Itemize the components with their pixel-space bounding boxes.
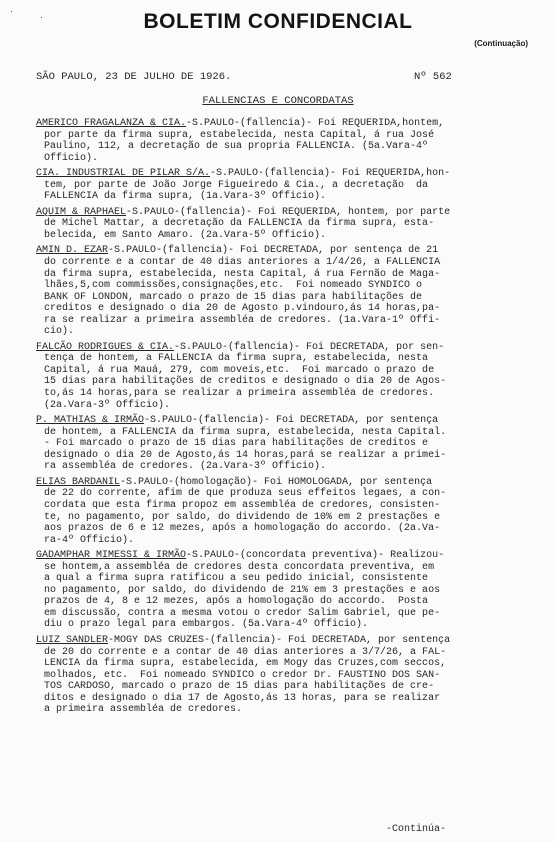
company-name: LUIZ SANDLER <box>36 634 109 646</box>
entry-text: BANK OF LONDON, marcado o prazo de 15 dias para habilitações de <box>44 291 423 303</box>
list-item <box>36 342 540 411</box>
entry-first-line <box>36 207 540 219</box>
dateline: SÃO PAULO, 23 DE JULHO DE 1926. <box>36 71 232 83</box>
entry-line <box>36 353 540 365</box>
entry-line <box>36 376 540 388</box>
company-name: ELIAS BARDANIL <box>36 476 121 488</box>
entry-text: molhados, etc. Foi nomeado SYNDICO o credor Dr. FAUSTINO DOS SAN- <box>44 669 441 681</box>
list-item <box>36 245 540 337</box>
entry-line <box>36 218 540 230</box>
entry-line <box>36 153 540 165</box>
entry-text: ra-4º Officio). <box>44 534 135 546</box>
entry-line <box>36 438 540 450</box>
entry-line <box>36 670 540 682</box>
entry-first-line <box>36 635 540 647</box>
entry-text: ra assembléa de credores. (2a.Vara-3º Officio). <box>44 461 327 473</box>
entry-text: de hontem, a FALLENCIA da firma supra, estabelecida, nesta Capital. <box>44 426 447 438</box>
entry-line <box>36 303 540 315</box>
entry-text: Officio). <box>44 152 99 164</box>
entry-line <box>36 488 540 500</box>
entry-text: cio). <box>44 326 75 338</box>
entry-first-line <box>36 118 540 130</box>
entry-text: a qual a firma supra ratificou a seu pedido inicial, consistente <box>44 573 429 585</box>
entry-text: da firma supra, estabelecida, nesta Capital, á rua Fernão de Maga- <box>44 268 441 280</box>
entry-line <box>36 292 540 304</box>
entry-line <box>36 130 540 142</box>
entry-line <box>36 257 540 269</box>
entry-line <box>36 461 540 473</box>
entry-text: (2a.Vara-3º Officio). <box>44 399 171 411</box>
section-heading: FALLENCIAS E CONCORDATAS <box>202 95 354 107</box>
continues-label: -Continúa- <box>386 824 447 835</box>
entry-line <box>36 141 540 153</box>
list-item <box>36 168 540 203</box>
page-title: BOLETIM CONFIDENCIAL <box>143 10 413 33</box>
entry-text: -S.PAULO-(fallencia)- Foi REQUERIDA,hontem, <box>186 118 445 129</box>
entry-text: creditos e designado o dia 20 de Agosto p.vindouro,ás 14 horas,pa- <box>44 303 441 315</box>
entry-line <box>36 280 540 292</box>
list-item <box>36 635 540 716</box>
entry-text: to,ás 14 horas,para se realizar a primeira assembléa de credores. <box>44 388 435 400</box>
company-name: GADAMPHAR MIMESSI & IRMÃO <box>36 550 187 562</box>
entry-line <box>36 450 540 462</box>
list-item <box>36 207 540 242</box>
entry-text: ditos e designado o dia 17 de Agosto,ás 13 horas, para se realizar <box>44 692 441 704</box>
entry-line <box>36 658 540 670</box>
entry-first-line <box>36 477 540 489</box>
entry-line <box>36 180 540 192</box>
entry-first-line <box>36 168 540 180</box>
entry-text: designado o dia 20 de Agosto,ás 14 horas,pará se realizar a primei- <box>44 449 447 461</box>
entry-line <box>36 191 540 203</box>
company-name: CIA. INDUSTRIAL DE PILAR S/A. <box>36 168 211 180</box>
entry-text: FALLENCIA da firma supra, (1a.Vara-3º Officio). <box>44 191 327 203</box>
entry-text: aos prazos de 6 e 12 mezes, após a homologação do accordo. (2a.Va- <box>44 523 441 535</box>
entry-line <box>36 573 540 585</box>
entries-list <box>36 118 540 720</box>
entry-text: prazos de 4, 8 e 12 mezes, após a homologação do accordo. Posta <box>44 596 429 608</box>
entry-text: lhães,5,com commissões,consignações,etc. Foi nomeado SYNDICO o <box>44 280 423 292</box>
entry-text: -S.PAULO-(fallencia)- Foi REQUERIDA,hon- <box>210 168 451 180</box>
continuation-label: (Continuação) <box>474 39 528 48</box>
entry-text: em discussão, contra a mesma votou o credor Salim Gabriel, que pe- <box>44 607 441 619</box>
company-name: AMERICO FRAGALANZA & CIA. <box>36 118 187 129</box>
entry-line <box>36 400 540 412</box>
entry-line <box>36 585 540 597</box>
entry-text: 15 dias para habilitações de creditos e designado o dia 20 de Agos- <box>44 376 447 388</box>
entry-line <box>36 326 540 338</box>
entry-text: cordata que esta firma propoz em assembléa de credores, consisten- <box>44 499 441 511</box>
entry-text: -S.PAULO-(fallencia)- Foi REQUERIDA, hontem, por parte <box>126 206 451 218</box>
entry-first-line <box>36 550 540 562</box>
entry-line <box>36 608 540 620</box>
entry-text: LENCIA da firma supra, estabelecida, em Mogy das Cruzes,com seccos, <box>44 658 447 670</box>
entry-text: Capital, á rua Mauá, 279, com moveis,etc. Foi marcado o prazo de <box>44 364 435 376</box>
entry-text: -S.PAULO-(fallencia)- Foi DECRETADA, por sentença de 21 <box>108 245 439 257</box>
entry-line <box>36 681 540 693</box>
company-name: P. MATHIAS & IRMÃO <box>36 415 145 427</box>
entry-first-line <box>36 245 540 257</box>
entry-line <box>36 562 540 574</box>
entry-line <box>36 365 540 377</box>
list-item <box>36 550 540 631</box>
entry-text: de 22 do corrente, afim de que produza seus effeitos legaes, a con- <box>44 488 447 500</box>
entry-text: -MOGY DAS CRUZES-(fallencia)- Foi DECRETADA, por sentença <box>108 634 451 646</box>
entry-line <box>36 388 540 400</box>
entry-text: belecida, em Santo Amaro. (2a.Vara-5º Officio). <box>44 229 327 241</box>
entry-text: ra se realizar a primeira assembléa de credores. (1a.Vara-1º Offi- <box>44 314 441 326</box>
entry-line <box>36 230 540 242</box>
entry-text: por parte da firma supra, estabelecida, nesta Capital, á rua José <box>44 129 435 141</box>
entry-line <box>36 269 540 281</box>
entry-text: se hontem,a assembléa de credores desta concordata preventiva, em <box>44 561 435 573</box>
list-item <box>36 477 540 546</box>
entry-text: de 20 do corrente e a contar de 40 dias anteriores a 3/7/26, a FAL- <box>44 646 447 658</box>
entry-first-line <box>36 415 540 427</box>
list-item <box>36 415 540 473</box>
entry-line <box>36 619 540 631</box>
list-item <box>36 118 540 164</box>
entry-text: a primeira assembléa de credores. <box>44 704 243 716</box>
entry-line <box>36 704 540 716</box>
entry-text: TOS CARDOSO, marcado o prazo de 15 dias para habilitações de cre- <box>44 681 435 693</box>
entry-line <box>36 596 540 608</box>
entry-text: -S.PAULO-(homologação)- Foi HOMOLOGADA, por sentença <box>120 476 433 488</box>
entry-text: - Foi marcado o prazo de 15 dias para habilitações de creditos e <box>44 438 429 450</box>
entry-text: tença de hontem, a FALLENCIA da firma supra, estabelecida, nesta <box>44 353 429 365</box>
entry-text: -S.PAULO-(fallencia)- Foi DECRETADA, por sentença <box>144 415 439 427</box>
margin-mark: · <box>40 12 43 22</box>
company-name: AMIN D. EZAR <box>36 245 109 257</box>
entry-line <box>36 535 540 547</box>
company-name: FALCÃO RODRIGUES & CIA. <box>36 341 175 353</box>
entry-line <box>36 427 540 439</box>
company-name: AQUIM & RAPHAEL <box>36 206 127 218</box>
entry-first-line <box>36 342 540 354</box>
entry-line <box>36 693 540 705</box>
entry-text: tem, por parte de João Jorge Figueiredo & Cia., a decretação da <box>44 179 429 191</box>
entry-line <box>36 523 540 535</box>
entry-line <box>36 500 540 512</box>
margin-mark: · <box>10 6 13 16</box>
entry-text: diu o prazo legal para embargos. (5a.Vara-4º Officio). <box>44 619 369 631</box>
entry-line <box>36 512 540 524</box>
entry-text: de Michel Mattar, a decretação da FALLENCIA da firma supra, esta- <box>44 218 435 230</box>
entry-text: no pagamento, por saldo, do dividendo de 21% em 3 prestações e aos <box>44 584 441 596</box>
entry-text: -S.PAULO-(concordata preventiva)- Realizou- <box>186 550 445 562</box>
entry-line <box>36 647 540 659</box>
entry-text: te, no pagamento, por saldo, do dividendo de 10% em 2 prestações e <box>44 511 441 523</box>
bulletin-number: Nº 562 <box>414 71 452 83</box>
entry-line <box>36 315 540 327</box>
entry-text: Paulino, 112, a decretação de sua propria FALLENCIA. (5a.Vara-4º <box>44 141 429 153</box>
entry-text: do corrente e a contar de 40 dias anteriores a 1/4/26, a FALLENCIA <box>44 257 441 269</box>
entry-text: -S.PAULO-(fallencia)- Foi DECRETADA, por sen- <box>174 341 445 353</box>
